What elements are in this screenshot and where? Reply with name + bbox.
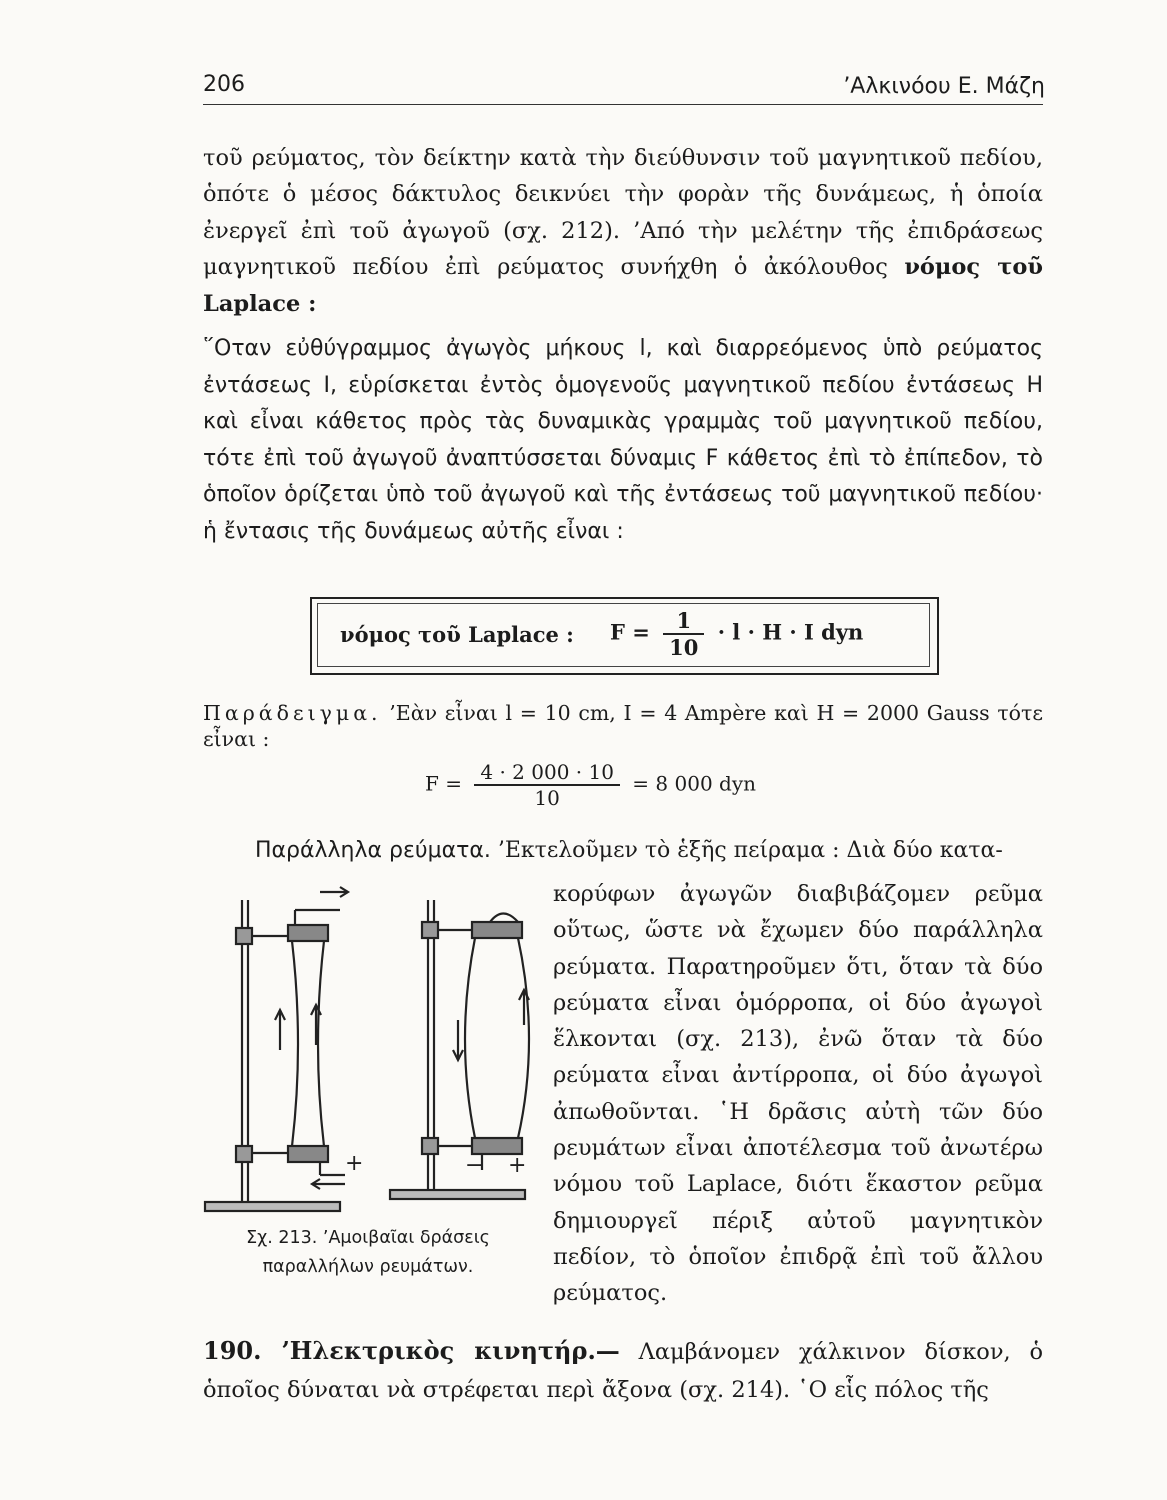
header-rule <box>203 104 1043 105</box>
example-formula-lhs: F = <box>425 771 462 796</box>
left-conductor-a <box>292 941 298 1146</box>
paragraph-intro-text: τοῦ ρεύματος, τὸν δείκτην κατὰ τὴν διεύθυνσιν τοῦ μαγνητικοῦ πεδίου, ὁπότε ὁ μέσος δάκτυλος δεικνύει τὴν φορὰν τῆς δυνάμεως, ἡ ὁποία ἐνεργεῖ ἐπὶ τοῦ ἀγωγοῦ (σχ. 212). ’Από τὴν μελέτην τῆς ἐπιδράσεως μαγνητικοῦ πεδίου ἐπὶ ρεύματος συνήχθη ὁ ἀκόλουθος <box>203 145 1043 281</box>
page-number: 206 <box>203 72 245 97</box>
law-formula-denominator: 10 <box>669 635 699 660</box>
figure-213-parallel-conductors <box>200 880 540 1220</box>
left-stand-base <box>205 1202 340 1211</box>
figure-213-caption <box>203 1224 533 1282</box>
section-190-title: 190. ’Ηλεκτρικὸς κινητήρ.— <box>203 1336 620 1365</box>
parallel-currents-intro-text: ’Εκτελοῦμεν τὸ ἑξῆς πείραμα : Διὰ δύο κατα- <box>497 838 1003 863</box>
example-formula-numerator: 4 · 2 000 · 10 <box>474 760 620 786</box>
law-formula-rhs: · l · H · I dyn <box>717 619 864 645</box>
example-text: ’Εὰν εἶναι l = 10 cm, I = 4 Ampère καὶ H = 2000 Gauss τότε εἶναι : <box>203 701 1043 751</box>
right-conductor-b <box>518 938 529 1138</box>
parallel-currents-intro <box>255 838 1003 863</box>
figure-caption-line1: Σχ. 213. ’Αμοιβαῖαι δράσεις <box>246 1228 490 1248</box>
paragraph-intro <box>203 140 1043 322</box>
example-formula <box>425 760 756 810</box>
right-minus-sign: − <box>465 1153 484 1178</box>
law-formula-lhs: F = <box>610 619 650 645</box>
section-190 <box>203 1332 1043 1409</box>
parallel-currents-title: Παράλληλα ρεύματα. <box>255 838 491 863</box>
law-formula-numerator: 1 <box>663 608 704 635</box>
right-stand-base <box>390 1190 525 1199</box>
right-conductor-a <box>465 938 475 1138</box>
figure-caption-line2: παραλλήλων ρευμάτων. <box>262 1257 474 1277</box>
left-top-clamp <box>236 928 252 944</box>
running-header-author: ’Αλκινόου Ε. Μάζη <box>843 74 1045 99</box>
right-plus-sign: + <box>508 1153 527 1178</box>
law-formula-fraction <box>663 608 704 660</box>
paragraph-law-statement: ῞Οταν εὐθύγραμμος ἀγωγὸς μήκους l, καὶ διαρρεόμενος ὑπὸ ρεύματος ἐντάσεως I, εὑρίσκεται ἐντὸς ὁμογενοῦς μαγνητικοῦ πεδίου ἐντάσεως H καὶ εἶναι κάθετος πρὸς τὰς δυναμικὰς γραμμὰς τοῦ μαγνητικοῦ πεδίου, τότε ἐπὶ τοῦ ἀγωγοῦ ἀναπτύσσεται δύναμις F κάθετος ἐπὶ τὸ ἐπίπεδον, τὸ ὁποῖον ὁρίζεται ὑπὸ τοῦ ἀγωγοῦ καὶ τῆς ἐντάσεως τοῦ μαγνητικοῦ πεδίου· ἡ ἔντασις τῆς δυνάμεως αὐτῆς εἶναι : <box>203 336 1043 544</box>
example-formula-rhs: = 8 000 dyn <box>632 771 757 796</box>
left-plus-sign: + <box>345 1151 364 1176</box>
law-formula <box>610 608 863 660</box>
example-formula-denominator: 10 <box>534 786 560 810</box>
law-box-label: νόμος τοῦ Laplace : <box>340 622 574 647</box>
parallel-currents-text: κορύφων ἀγωγῶν διαβιβάζομεν ρεῦμα οὕτως, ὥστε νὰ ἔχωμεν δύο παράλληλα ρεύματα. Παρατηροῦμεν ὅτι, ὅταν τὰ δύο ρεύματα εἶναι ὁμόρροπα, οἱ δύο ἀγωγοὶ ἕλκονται (σχ. 213), ἐνῶ ὅταν τὰ δύο ρεύματα εἶναι ἀντίρροπα, οἱ δύο ἀγωγοὶ ἀπωθοῦνται. ῾Η δρᾶσις αὐτὴ τῶν δύο ρευμάτων εἶναι ἀποτέλεσμα τοῦ ἀνωτέρω νόμου τοῦ Laplace, διότι ἕκαστον ρεῦμα δημιουργεῖ πέριξ αὐτοῦ μαγνητικὸν πεδίον, τὸ ὁποῖον ἐπιδρᾷ ἐπὶ τοῦ ἄλλου ρεύματος. <box>553 881 1043 1307</box>
example-label: Παράδειγμα. <box>203 701 382 725</box>
example-formula-fraction <box>474 760 620 810</box>
example-paragraph <box>203 700 1043 752</box>
laplace-law-heading: νόμος τοῦ Laplace : <box>203 254 1044 317</box>
left-conductor-b <box>318 941 324 1146</box>
section-190-text: Λαμβάνομεν χάλκινον δίσκον, ὁ ὁποῖος δύναται νὰ στρέφεται περὶ ἄξονα (σχ. 214). ῾Ο εἷς πόλος τῆς <box>203 1339 1043 1403</box>
